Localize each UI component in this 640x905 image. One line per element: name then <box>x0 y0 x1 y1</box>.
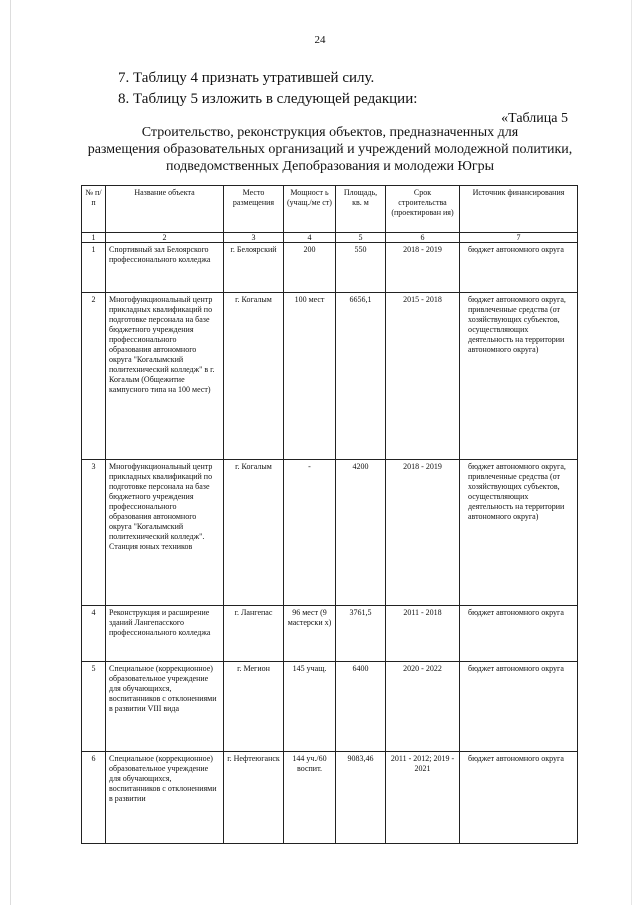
object-name: Многофункциональный центр прикладных квалификаций по подготовке персонала на базе бюджетного учреждения профессионального образования автономного округа "Когалымский политехнический колледж" в г. Когалым (Общежитие кампусного типа на 100 мест) <box>106 293 224 460</box>
object-area: 4200 <box>336 460 386 606</box>
row-number: 3 <box>82 460 106 606</box>
object-area: 9083,46 <box>336 752 386 844</box>
object-place: г. Лангепас <box>224 606 284 662</box>
table-row <box>82 460 578 606</box>
column-index: 5 <box>336 233 386 243</box>
object-place: г. Белоярский <box>224 243 284 293</box>
object-area: 6656,1 <box>336 293 386 460</box>
caption-line: подведомственных Депобразования и молодежи Югры <box>165 159 494 174</box>
caption-line: размещения образовательных организаций и учреждений молодежной политики, <box>87 142 573 157</box>
column-index-row <box>82 233 578 243</box>
page-number: 24 <box>314 34 326 46</box>
object-name: Спортивный зал Белоярского профессионального колледжа <box>106 243 224 293</box>
object-term: 2020 - 2022 <box>386 662 460 752</box>
column-index: 6 <box>386 233 460 243</box>
column-index: 7 <box>460 233 578 243</box>
object-name: Специальное (коррекционное) образовательное учреждение для обучающихся, воспитанников с отклонениями в развитии <box>106 752 224 844</box>
table-caption <box>70 124 590 175</box>
object-place: г. Когалым <box>224 293 284 460</box>
header-number: № п/п <box>82 186 106 233</box>
object-capacity: 145 учащ. <box>284 662 336 752</box>
object-area: 550 <box>336 243 386 293</box>
row-number: 5 <box>82 662 106 752</box>
scan-edge-right <box>631 0 632 905</box>
object-source: бюджет автономного округа, привлеченные средства (от хозяйствующих субъектов, осуществляющих деятельность на территории автономного округа) <box>460 293 578 460</box>
object-capacity: - <box>284 460 336 606</box>
object-term: 2011 - 2012; 2019 - 2021 <box>386 752 460 844</box>
caption-line: Строительство, реконструкция объектов, предназначенных для <box>141 125 519 140</box>
column-index: 2 <box>106 233 224 243</box>
object-term: 2018 - 2019 <box>386 460 460 606</box>
table-header-row <box>82 186 578 233</box>
paragraph-7: 7. Таблицу 4 признать утратившей силу. <box>118 70 375 86</box>
object-area: 6400 <box>336 662 386 752</box>
object-area: 3761,5 <box>336 606 386 662</box>
column-index: 4 <box>284 233 336 243</box>
object-source: бюджет автономного округа <box>460 662 578 752</box>
table-row <box>82 662 578 752</box>
object-term: 2018 - 2019 <box>386 243 460 293</box>
header-source: Источник финансирования <box>460 186 578 233</box>
object-source: бюджет автономного округа <box>460 606 578 662</box>
object-place: г. Мегион <box>224 662 284 752</box>
row-number: 2 <box>82 293 106 460</box>
object-source: бюджет автономного округа <box>460 752 578 844</box>
column-index: 1 <box>82 233 106 243</box>
object-capacity: 200 <box>284 243 336 293</box>
object-capacity: 144 уч./60 воспит. <box>284 752 336 844</box>
header-area: Площадь, кв. м <box>336 186 386 233</box>
object-capacity: 100 мест <box>284 293 336 460</box>
object-name: Реконструкция и расширение зданий Лангепасского профессионального колледжа <box>106 606 224 662</box>
header-term: Срок строительства (проектирован ия) <box>386 186 460 233</box>
table-row <box>82 752 578 844</box>
table-row <box>82 243 578 293</box>
object-name: Многофункциональный центр прикладных квалификаций по подготовке персонала на базе бюджетного учреждения профессионального образования автономного округа "Когалымский политехнический колледж". Станция юных техников <box>106 460 224 606</box>
row-number: 1 <box>82 243 106 293</box>
header-object-name: Название объекта <box>106 186 224 233</box>
scan-edge-left <box>10 0 11 905</box>
table-row <box>82 606 578 662</box>
object-place: г. Нефтеюганск <box>224 752 284 844</box>
object-source: бюджет автономного округа, привлеченные средства (от хозяйствующих субъектов, осуществляющих деятельность на территории автономного округа) <box>460 460 578 606</box>
object-source: бюджет автономного округа <box>460 243 578 293</box>
objects-table <box>81 185 578 844</box>
object-capacity: 96 мест (9 мастерски х) <box>284 606 336 662</box>
column-index: 3 <box>224 233 284 243</box>
object-term: 2015 - 2018 <box>386 293 460 460</box>
row-number: 4 <box>82 606 106 662</box>
object-name: Специальное (коррекционное) образовательное учреждение для обучающихся, воспитанников с отклонениями в развитии VIII вида <box>106 662 224 752</box>
row-number: 6 <box>82 752 106 844</box>
table-row <box>82 293 578 460</box>
table-label: «Таблица 5 <box>501 111 568 126</box>
header-place: Место размещения <box>224 186 284 233</box>
object-place: г. Когалым <box>224 460 284 606</box>
object-term: 2011 - 2018 <box>386 606 460 662</box>
paragraph-8: 8. Таблицу 5 изложить в следующей редакции: <box>118 91 418 107</box>
header-capacity: Мощност ь (учащ./ме ст) <box>284 186 336 233</box>
